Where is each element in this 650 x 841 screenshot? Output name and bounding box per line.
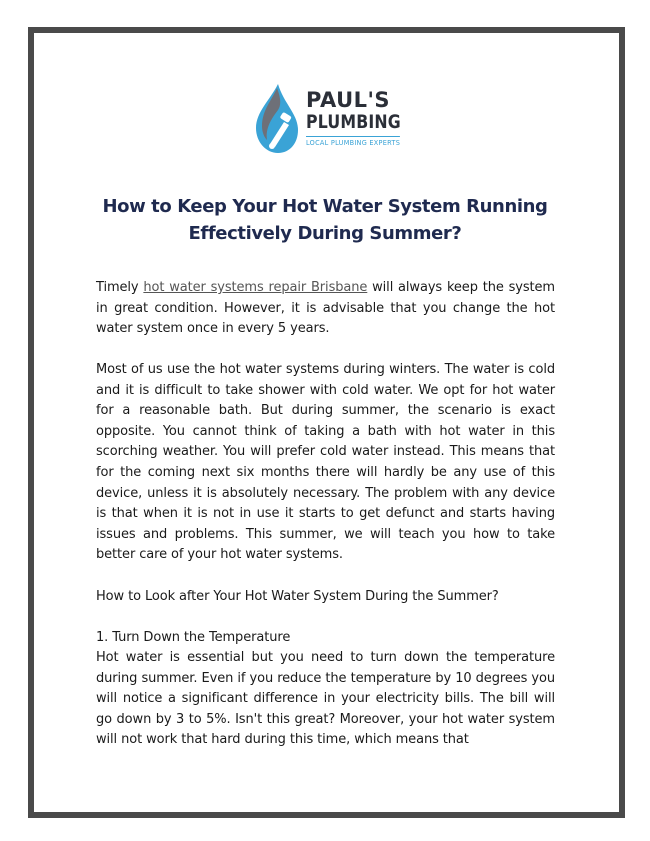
section-subheading: How to Look after Your Hot Water System During the Summer? <box>96 589 499 604</box>
summer-usage-paragraph: Most of us use the hot water systems during winters. The water is cold and it is difficult to take shower with cold water. We opt for hot water for a reasonable bath. But during summer, the scenario is exact opposite. You cannot think of taking a bath with hot water in this scorching weather. You will prefer cold water instead. This means that for the coming next six months there will hardly be any use of this device, unless it is absolutely necessary. The problem with any device is that when it is not in use it starts to get defunct and starts having issues and problems. This summer, we will teach you how to take better care of your hot water systems. <box>96 362 555 563</box>
intro-paragraph <box>96 278 555 340</box>
intro-text-before: Timely <box>96 280 144 295</box>
logo-tagline: LOCAL PLUMBING EXPERTS <box>306 136 400 147</box>
article-title: How to Keep Your Hot Water System Running Effectively During Summer? <box>102 196 548 244</box>
section1-heading: 1. Turn Down the Temperature <box>96 630 291 645</box>
plumbing-drop-icon <box>248 82 304 156</box>
intro-text-after: will always keep the system in great condition. However, it is advisable that you change the hot water system once in every 5 years. <box>96 280 555 337</box>
section1-paragraph: Hot water is essential but you need to turn down the temperature during summer. Even if you reduce the temperature by 10 degrees you will notice a significant difference in your electricity bills. The bill will go down by 3 to 5%. Isn't this great? Moreover, your hot water system will not work that hard during this time, which means that <box>96 650 555 748</box>
logo <box>248 82 404 156</box>
logo-name-line2: PLUMBING <box>306 111 401 133</box>
repair-brisbane-link[interactable]: hot water systems repair Brisbane <box>143 280 368 295</box>
logo-name-line1: PAUL'S <box>306 88 391 112</box>
